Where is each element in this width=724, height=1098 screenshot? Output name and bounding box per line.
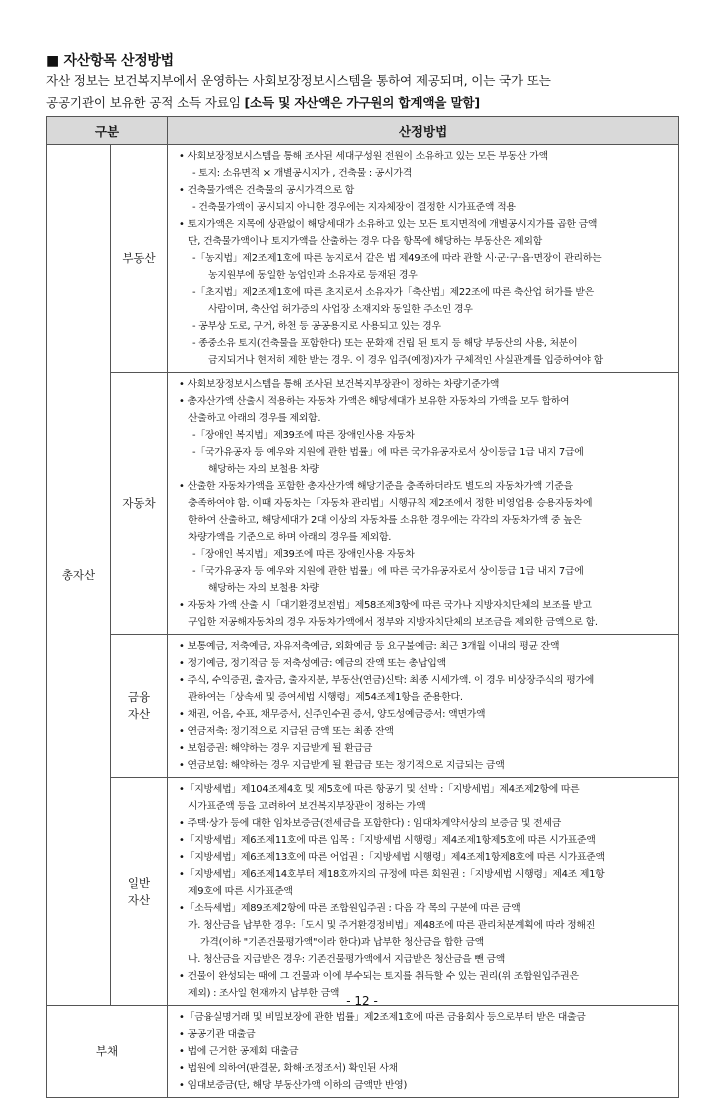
intro-line-1: 자산 정보는 보건복지부에서 운영하는 사회보장정보시스템을 통하여 제공되며, 이는 국가 또는 <box>46 73 551 88</box>
method-line: 한하여 산출하고, 해당세대가 2대 이상의 자동차를 소유한 경우에는 각각의 자동차가액 중 높은 <box>188 515 582 526</box>
method-line: 가. 청산금을 납부한 경우:「도시 및 주거환경정비법」제48조에 따른 관리처분계획에 따라 정해진 <box>188 920 595 931</box>
method-line: •「지방세법」제6조제11호에 따른 입목 :「지방세법 시행령」제4조제1항제5호에 따른 시가표준액 <box>179 835 596 846</box>
table-header-row <box>47 117 679 145</box>
method-line: 사람이며, 축산업 허가증의 사업장 소재지와 동일한 주소인 경우 <box>208 304 473 315</box>
method-line: 차량가액을 기준으로 하며 아래의 경우를 제외함. <box>188 532 392 543</box>
method-line: •「지방세법」제104조제4호 및 제5호에 따른 항공기 및 선박 :「지방세법」제4조제2항에 따른 <box>179 784 580 795</box>
method-line: • 정기예금, 정기적금 등 저축성예금: 예금의 잔액 또는 총납입액 <box>179 658 446 669</box>
sub-category-label: 부동산 <box>111 145 168 373</box>
intro-line-2-text: 공공기관이 보유한 공적 소득 자료임 <box>46 95 245 110</box>
method-line: • 법원에 의하여(판결문, 화해·조정조서) 확인된 사채 <box>179 1063 398 1074</box>
asset-method-table <box>46 116 679 1098</box>
method-line: • 토지가액은 지목에 상관없이 해당세대가 소유하고 있는 모든 토지면적에 개별공시지가를 곱한 금액 <box>179 219 598 230</box>
sub-category-label: 부채 <box>47 1006 168 1098</box>
method-line: • 공공기관 대출금 <box>179 1029 256 1040</box>
method-line: 금지되거나 현저히 제한 받는 경우. 이 경우 입주(예정)자가 구체적인 사실관계를 입증하여야 함 <box>208 355 603 366</box>
method-line: 해당하는 자의 보철용 차량 <box>208 583 319 594</box>
sub-category-label: 일반 자산 <box>111 778 168 1006</box>
method-line: 시가표준액 등을 고려하여 보건복지부장관이 정하는 가액 <box>188 801 426 812</box>
method-line: • 연금보험: 해약하는 경우 지급받게 될 환급금 또는 정기적으로 지급되는 금액 <box>179 760 505 771</box>
method-line: 농지원부에 동일한 농업인과 소유자로 등재된 경우 <box>208 270 418 281</box>
method-line: • 총자산가액 산출시 적용하는 자동차 가액은 해당세대가 보유한 자동차의 가액을 모두 합하여 <box>179 396 570 407</box>
table-row <box>47 635 679 778</box>
method-line: 나. 청산금을 지급받은 경우: 기존건물평가액에서 지급받은 청산금을 뺀 금액 <box>188 954 506 965</box>
group-label-total-assets: 총자산 <box>47 145 111 1006</box>
method-cell <box>168 778 679 1006</box>
table-body <box>47 145 679 1098</box>
method-line: 충족하여야 함. 이때 자동차는「자동차 관리법」시행규칙 제2조에서 정한 비영업용 승용자동차에 <box>188 498 593 509</box>
method-line: -「초지법」제2조제1호에 따른 초지로서 소유자가「축산법」제22조에 따른 축산업 허가를 받은 <box>192 287 595 298</box>
header-method: 산정방법 <box>168 117 679 145</box>
method-line: • 자동차 가액 산출 시「대기환경보전법」제58조제3항에 따른 국가나 지방자치단체의 보조를 받고 <box>179 600 592 611</box>
method-line: - 건축물가액이 공시되지 아니한 경우에는 지자체장이 결정한 시가표준액 적용 <box>192 202 516 213</box>
method-line: 제외) : 조사일 현재까지 납부한 금액 <box>188 988 340 999</box>
method-cell <box>168 635 679 778</box>
method-line: • 임대보증금(단, 해당 부동산가액 이하의 금액만 반영) <box>179 1080 408 1091</box>
method-line: •「지방세법」제6조제14호부터 제18호까지의 규정에 따른 회원권 :「지방세법 시행령」제4조 제1항 <box>179 869 605 880</box>
sub-category-label: 금융 자산 <box>111 635 168 778</box>
table-row <box>47 778 679 1006</box>
method-line: - 종중소유 토지(건축물을 포함한다) 또는 문화재 건립 된 토지 등 해당 부동산의 사용, 처분이 <box>192 338 578 349</box>
method-line: •「소득세법」제89조제2항에 따른 조합원입주권 : 다음 각 목의 구분에 따른 금액 <box>179 903 521 914</box>
intro-bold-note: [소득 및 자산액은 가구원의 합계액을 말함] <box>244 95 480 110</box>
method-line: • 채권, 어음, 수표, 채무증서, 신주인수권 증서, 양도성예금증서: 액면가액 <box>179 709 486 720</box>
method-line: 구입한 저공해자동차의 경우 자동차가액에서 정부와 지방자치단체의 보조금을 제외한 금액으로 함. <box>188 617 598 628</box>
method-cell <box>168 1006 679 1098</box>
method-line: -「장애인 복지법」제39조에 따른 장애인사용 자동차 <box>192 549 415 560</box>
method-line: • 사회보장정보시스템을 통해 조사된 세대구성원 전원이 소유하고 있는 모든 부동산 가액 <box>179 151 548 162</box>
method-cell <box>168 145 679 373</box>
table-row <box>47 1006 679 1098</box>
method-line: • 주택·상가 등에 대한 임차보증금(전세금을 포함한다) : 임대차계약서상의 보증금 및 전세금 <box>179 818 562 829</box>
page-number: - 12 - <box>346 994 378 1008</box>
method-line: • 법에 근거한 공제회 대출금 <box>179 1046 299 1057</box>
intro-line-2 <box>46 92 678 114</box>
method-line: • 연금저축: 정기적으로 지급된 금액 또는 최종 잔액 <box>179 726 394 737</box>
method-cell <box>168 373 679 635</box>
method-line: 단, 건축물가액이나 토지가액을 산출하는 경우 다음 항목에 해당하는 부동산은 제외함 <box>188 236 543 247</box>
method-line: 제9호에 따른 시가표준액 <box>188 886 293 897</box>
table-row <box>47 373 679 635</box>
method-line: 해당하는 자의 보철용 차량 <box>208 464 319 475</box>
sub-category-label: 자동차 <box>111 373 168 635</box>
header-category: 구분 <box>47 117 168 145</box>
method-line: -「국가유공자 등 예우와 지원에 관한 법률」에 따른 국가유공자로서 상이등급 1급 내지 7급에 <box>192 566 584 577</box>
method-line: •「금융실명거래 및 비밀보장에 관한 법률」제2조제1호에 따른 금융회사 등으로부터 받은 대출금 <box>179 1012 586 1023</box>
method-line: 가격(이하 "기존건물평가액"이라 한다)과 납부한 청산금을 합한 금액 <box>200 937 484 948</box>
method-line: - 공부상 도로, 구거, 하천 등 공공용지로 사용되고 있는 경우 <box>192 321 441 332</box>
method-line: -「농지법」제2조제1호에 따른 농지로서 같은 법 제49조에 따라 관할 시·군·구·읍·면장이 관리하는 <box>192 253 602 264</box>
method-line: -「장애인 복지법」제39조에 따른 장애인사용 자동차 <box>192 430 415 441</box>
method-line: •「지방세법」제6조제13호에 따른 어업권 :「지방세법 시행령」제4조제1항제8호에 따른 시가표준액 <box>179 852 605 863</box>
method-line: • 건축물가액은 건축물의 공시가격으로 함 <box>179 185 355 196</box>
section-heading: ■ 자산항목 산정방법 <box>46 53 174 69</box>
method-line: • 사회보장정보시스템을 통해 조사된 보건복지부장관이 정하는 차량기준가액 <box>179 379 500 390</box>
method-line: • 보통예금, 저축예금, 자유저축예금, 외화예금 등 요구불예금: 최근 3개월 이내의 평균 잔액 <box>179 641 560 652</box>
method-line: 관하여는「상속세 및 증여세법 시행령」제54조제1항을 준용한다. <box>188 692 463 703</box>
method-line: • 건물이 완성되는 때에 그 건물과 이에 부수되는 토지를 취득할 수 있는 권리(위 조합원입주권은 <box>179 971 579 982</box>
method-line: • 보험증권: 해약하는 경우 지급받게 될 환급금 <box>179 743 373 754</box>
method-line: - 토지: 소유면적 × 개별공시지가 , 건축물 : 공시가격 <box>192 168 412 179</box>
method-line: • 주식, 수익증권, 출자금, 출자지분, 부동산(연금)신탁: 최종 시세가액. 이 경우 비상장주식의 평가에 <box>179 675 595 686</box>
intro-paragraph <box>46 70 678 114</box>
method-line: -「국가유공자 등 예우와 지원에 관한 법률」에 따른 국가유공자로서 상이등급 1급 내지 7급에 <box>192 447 584 458</box>
table-row <box>47 145 679 373</box>
method-line: 산출하고 아래의 경우를 제외함. <box>188 413 321 424</box>
method-line: • 산출한 자동차가액을 포함한 총자산가액 해당기준을 충족하더라도 별도의 자동차가액 기준을 <box>179 481 573 492</box>
